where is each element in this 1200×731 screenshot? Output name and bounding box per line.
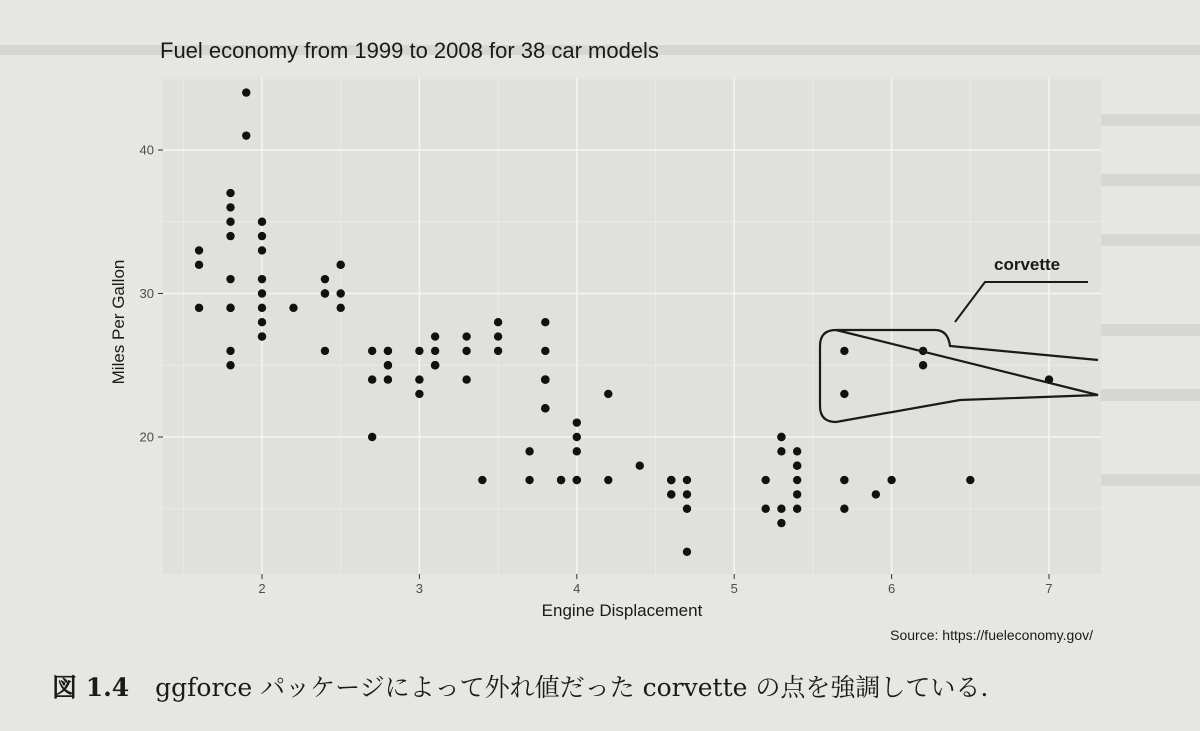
data-point	[462, 347, 470, 355]
data-point	[258, 332, 266, 340]
data-point	[258, 318, 266, 326]
data-point	[368, 347, 376, 355]
data-point	[777, 433, 785, 441]
data-point	[431, 332, 439, 340]
data-point	[368, 375, 376, 383]
x-tick-label: 5	[730, 581, 738, 596]
data-point	[793, 447, 801, 455]
data-point	[494, 332, 502, 340]
data-point	[793, 462, 801, 470]
data-point	[683, 490, 691, 498]
data-point	[415, 375, 423, 383]
data-point	[226, 232, 234, 240]
data-point	[195, 304, 203, 312]
data-point	[604, 476, 612, 484]
data-point	[793, 476, 801, 484]
data-point	[462, 332, 470, 340]
y-axis	[140, 143, 163, 445]
data-point	[573, 447, 581, 455]
data-point	[226, 361, 234, 369]
data-point	[573, 476, 581, 484]
data-point	[226, 275, 234, 283]
data-point	[683, 548, 691, 556]
data-point	[226, 347, 234, 355]
x-tick-label: 3	[415, 581, 424, 596]
plot-panel	[163, 77, 1101, 574]
data-point	[431, 361, 439, 369]
data-point	[777, 447, 785, 455]
data-point	[337, 261, 345, 269]
data-point	[840, 390, 848, 398]
figure-caption	[52, 673, 988, 702]
data-point	[541, 375, 549, 383]
data-point	[226, 203, 234, 211]
data-point	[494, 318, 502, 326]
x-tick-label: 4	[573, 581, 581, 596]
x-axis-label: Engine Displacement	[541, 601, 703, 620]
data-point	[793, 490, 801, 498]
data-point	[840, 476, 848, 484]
data-point	[415, 347, 423, 355]
figure-caption-text: ggforce パッケージによって外れ値だった corvette の点を強調している.	[155, 673, 989, 702]
data-point	[242, 131, 250, 139]
y-axis-label: Miles Per Gallon	[109, 259, 128, 385]
data-point	[321, 289, 329, 297]
data-point	[683, 476, 691, 484]
data-point	[683, 505, 691, 513]
data-point	[226, 189, 234, 197]
data-point	[777, 519, 785, 527]
data-point	[258, 232, 266, 240]
annotation-label: corvette	[994, 255, 1061, 274]
data-point	[636, 462, 644, 470]
data-point	[226, 218, 234, 226]
data-point	[195, 246, 203, 254]
x-tick-label: 7	[1045, 581, 1053, 596]
data-point	[604, 390, 612, 398]
data-point	[919, 361, 927, 369]
data-point	[777, 505, 785, 513]
data-point	[761, 505, 769, 513]
data-point	[541, 318, 549, 326]
x-axis	[258, 574, 1052, 596]
data-point	[667, 490, 675, 498]
y-tick-label: 20	[139, 429, 154, 445]
chart-title: Fuel economy from 1999 to 2008 for 38 car models	[160, 38, 659, 63]
data-point	[525, 447, 533, 455]
data-point	[478, 476, 486, 484]
data-point	[195, 261, 203, 269]
data-point	[667, 476, 675, 484]
data-point	[321, 347, 329, 355]
data-point	[368, 433, 376, 441]
data-point	[462, 375, 470, 383]
data-point	[258, 246, 266, 254]
data-point	[793, 505, 801, 513]
data-point	[494, 347, 502, 355]
data-point	[840, 505, 848, 513]
data-point	[415, 390, 423, 398]
data-point	[541, 404, 549, 412]
data-point	[573, 433, 581, 441]
data-point	[887, 476, 895, 484]
data-point	[541, 347, 549, 355]
y-tick-label: 30	[139, 286, 154, 301]
data-point	[384, 347, 392, 355]
data-point	[226, 304, 234, 312]
data-point	[258, 275, 266, 283]
source-caption: Source: https://fueleconomy.gov/	[890, 627, 1093, 643]
data-point	[242, 88, 250, 96]
data-point	[525, 476, 533, 484]
data-point	[872, 490, 880, 498]
data-point	[384, 361, 392, 369]
data-point	[258, 304, 266, 312]
data-point	[289, 304, 297, 312]
x-tick-label: 6	[887, 581, 896, 596]
data-point	[431, 347, 439, 355]
x-tick-label: 2	[258, 581, 266, 596]
data-point	[337, 304, 345, 312]
data-point	[966, 476, 974, 484]
data-point	[337, 289, 345, 297]
data-point	[840, 347, 848, 355]
data-point	[573, 418, 581, 426]
y-tick-label: 40	[139, 142, 154, 158]
data-point	[258, 218, 266, 226]
data-point	[321, 275, 329, 283]
figure-number: 図 1.4	[52, 673, 130, 702]
data-point	[258, 289, 266, 297]
data-point	[384, 375, 392, 383]
data-point	[557, 476, 565, 484]
data-point	[761, 476, 769, 484]
